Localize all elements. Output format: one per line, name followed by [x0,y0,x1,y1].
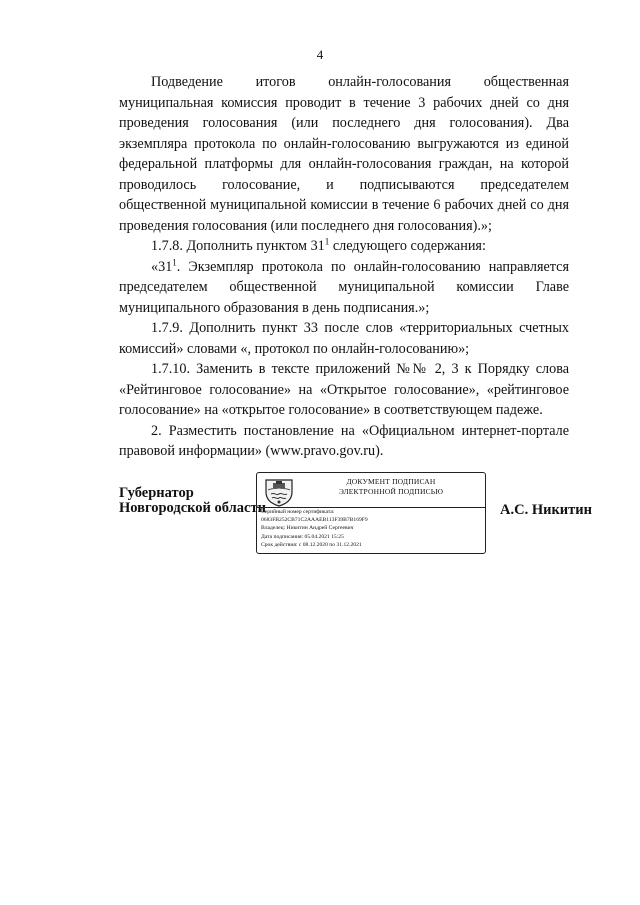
electronic-signature-stamp [256,472,486,554]
stamp-header-line-1: ДОКУМЕНТ ПОДПИСАН [346,477,436,486]
stamp-serial-value: 0683FB252CB71C2AAAEB113F39B7B169F9 [261,517,368,524]
stamp-owner: Владелец: Никитин Андрей Сергеевич [261,525,354,532]
page-number: 4 [316,47,324,62]
stamp-header-line-2: ЭЛЕКТРОННОЙ ПОДПИСЬЮ [338,487,444,496]
coat-of-arms-icon-graphic [262,477,296,507]
stamp-signed-date: Дата подписания: 05.04.2021 15:25 [261,533,344,540]
stamp-details [261,508,483,549]
paragraph-1-7-8: 1.7.8. Дополнить пунктом $31^1$ следующего содержания: [151,236,486,254]
signatory-name: А.С. Никитин [500,502,592,518]
stamp-header [301,477,481,497]
signatory-title-line-2: Новгородской области [119,500,266,516]
paragraph-2-publish: 2. Разместить постановление на «Официальном интернет-портале правовой информации» (www.pravo.gov.ru). [119,422,569,459]
coat-of-arms-icon [262,477,296,507]
paragraph-voting-results: Подведение итогов онлайн-голосования общественная муниципальная комиссия проводит в течение 3 рабочих дней со дня проведения голосования (или последнего дня голосования). Два экземпляра протокола по онлайн-голосованию выгружаются из единой федеральной платформы для онлайн-голосования граждан, на которой проводилось голосование, и подписываются председателем общественной муниципальной комиссии в течение 6 рабочих дней со дня проведения голосования (или последнего дня голосования).»; [119,74,569,234]
document-body [119,72,569,462]
stamp-serial-label: Серийный номер сертификата: [261,509,335,515]
signatory-title-line-1: Губернатор [119,485,194,501]
paragraph-31-1: «$31^1$. Экземпляр протокола по онлайн-голосованию направляется председателем общественной муниципальной комиссии Главе муниципального образования в день подписания.»; [119,256,569,316]
paragraph-1-7-9: 1.7.9. Дополнить пункт 33 после слов «территориальных счетных комиссий» словами «, протокол по онлайн-голосованию»; [119,320,569,357]
stamp-validity: Срок действия: с 08.12.2020 по 31.12.2021 [261,541,362,548]
signatory-title [119,486,266,516]
paragraph-1-7-10: 1.7.10. Заменить в тексте приложений №№ 2, 3 к Порядку слова «Рейтинговое голосование» на «Открытое голосование», «рейтинговое голосование» на «открытое голосование» в соответствующем падеже. [119,361,569,418]
